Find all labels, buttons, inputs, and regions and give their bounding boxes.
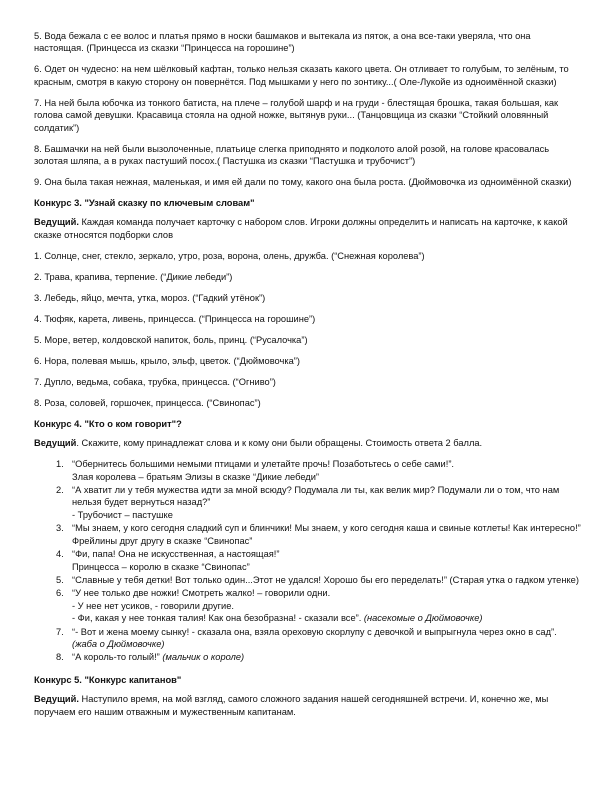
keyword-item: 3. Лебедь, яйцо, мечта, утка, мороз. (“Гадкий утёнок”)	[34, 292, 266, 303]
quote-line: “Славные у тебя детки! Вот только один...Этот не удался! Хорошо бы его переделать!” (Старая утка о гадком утенке)	[72, 574, 579, 585]
riddle-item: 6. Одет он чудесно: на нем шёлковый кафтан, только нельзя сказать какого цвета. Он отливает то голубым, то зелёным, то красным, смотря в какую сторону он повернётся. Под мышками у него по зонтику...( Оле-Лукойе из одноимённой сказки)	[34, 64, 569, 87]
quote-line-text: “- Вот и жена моему сынку! - сказала она, взяла ореховую скорлупу с девочкой и выпрыгнула через окно в сад”.	[72, 626, 557, 637]
contest-5-section	[34, 674, 582, 718]
riddle-item: 8. Башмачки на ней были вызолоченные, платьице слегка приподнято и подколото алой розой, на голове красовалась золотая шляпа, а в руках пастуший посох.( Пастушка из сказки “Пастушка и трубочист”)	[34, 143, 550, 167]
quote-number: 7.	[56, 626, 64, 637]
contest-3-section	[34, 197, 582, 409]
quote-item	[34, 651, 582, 663]
riddle-item: 5. Вода бежала с ее волос и платья прямо в носки башмаков и вытекала из пяток, а она все-таки уверяла, что она настоящая. (Принцесса из сказки “Принцесса на горошине”)	[34, 31, 531, 54]
host-label: Ведущий.	[34, 217, 79, 228]
contest-5-title: Конкурс 5. "Конкурс капитанов"	[34, 674, 182, 685]
quote-line: “Обернитесь большими немыми птицами и улетайте прочь! Позаботьтесь о себе сами!”.	[72, 459, 454, 470]
keyword-item: 7. Дупло, ведьма, собака, трубка, принцесса. (“Огниво”)	[34, 376, 276, 387]
quote-item	[34, 484, 582, 521]
quote-line: “А хватит ли у тебя мужества идти за мной всюду? Подумала ли ты, как велик мир? Подумали ли о том, что нам нельзя будет вернуться назад?”	[72, 485, 560, 508]
quote-line: Злая королева – братьям Элизы в сказке “Дикие лебеди”	[72, 471, 320, 482]
quote-number: 1.	[56, 459, 64, 470]
host-label: Ведущий.	[34, 694, 79, 705]
quote-line	[72, 612, 582, 624]
keyword-item: 2. Трава, крапива, терпение. (“Дикие лебеди”)	[34, 271, 233, 282]
quote-line	[72, 651, 582, 663]
quote-line	[72, 626, 582, 651]
contest-3-host-paragraph	[34, 216, 582, 241]
quote-attribution: (жаба о Дюймовочке)	[72, 638, 165, 649]
quote-item	[34, 587, 582, 624]
quote-item	[34, 626, 582, 651]
quotes-list	[34, 458, 582, 664]
quote-line: - Трубочист – пастушке	[72, 509, 173, 520]
contest-5-host-paragraph	[34, 693, 582, 718]
quote-item	[34, 574, 582, 586]
quote-line: - У нее нет усиков, - говорили другие.	[72, 600, 234, 611]
quote-line-text: - Фи, какая у нее тонкая талия! Как она безобразна! - сказали все”.	[72, 613, 362, 624]
contest-4-title: Конкурс 4. "Кто о ком говорит"?	[34, 418, 182, 429]
quote-line: “Фи, папа! Она не искусственная, а настоящая!”	[72, 549, 280, 560]
quote-item	[34, 458, 582, 483]
quote-attribution: (мальчик о короле)	[159, 652, 245, 663]
contest-3-title: Конкурс 3. "Узнай сказку по ключевым словам"	[34, 198, 255, 209]
quote-line-text: “А король-то голый!”	[72, 652, 160, 663]
quote-number: 4.	[56, 549, 64, 560]
contest-4-section	[34, 418, 582, 664]
riddle-item: 7. На ней была юбочка из тонкого батиста, на плече – голубой шарф и на груди - блестящая брошка, такая большая, как голова самой девушки. Красавица стояла на одной ножке, вытянув руки... (Танцовщица из сказки “Стойкий оловянный солдатик”)	[34, 97, 559, 133]
quote-item	[34, 548, 582, 573]
host-text: . Скажите, кому принадлежат слова и к кому они были обращены. Стоимость ответа 2 балла.	[76, 438, 483, 449]
host-text: Наступило время, на мой взгляд, самого сложного задания нашей сегодняшней встречи. И, конечно же, мы поручаем его нашим отважным и мужественным капитанам.	[34, 694, 549, 717]
quote-attribution: (насекомые о Дюймовочке)	[361, 613, 483, 624]
quote-line: Фрейлины друг другу в сказке “Свинопас”	[72, 535, 253, 546]
keyword-item: 4. Тюфяк, карета, ливень, принцесса. (“Принцесса на горошине”)	[34, 313, 316, 324]
quote-item	[34, 522, 582, 547]
document-page	[34, 30, 582, 727]
quote-number: 3.	[56, 523, 64, 534]
quote-line: “Мы знаем, у кого сегодня сладкий суп и блинчики! Мы знаем, у кого сегодня каша и свиные котлеты! Как интересно!”	[72, 523, 581, 534]
contest-4-host-paragraph	[34, 437, 582, 449]
host-label: Ведущий	[34, 438, 77, 449]
keyword-item: 8. Роза, соловей, горшочек, принцесса. (“Свинопас”)	[34, 397, 261, 408]
quote-number: 5.	[56, 574, 64, 585]
host-text: Каждая команда получает карточку с набором слов. Игроки должны определить и написать на карточке, к какой сказке относятся подборки слов	[34, 217, 568, 240]
quote-number: 6.	[56, 588, 64, 599]
keyword-item: 5. Море, ветер, колдовской напиток, боль, принц. (“Русалочка”)	[34, 334, 308, 345]
quote-line: Принцесса – королю в сказке “Свинопас”	[72, 561, 250, 572]
quote-line: “У нее только две ножки! Смотреть жалко! – говорили одни.	[72, 588, 331, 599]
keyword-item: 6. Нора, полевая мышь, крыло, эльф, цветок. (“Дюймовочка”)	[34, 355, 300, 366]
keyword-item: 1. Солнце, снег, стекло, зеркало, утро, роза, ворона, олень, дружба. (“Снежная королева”)	[34, 250, 425, 261]
riddles-section	[34, 30, 582, 188]
quote-number: 8.	[56, 652, 64, 663]
riddle-item: 9. Она была такая нежная, маленькая, и имя ей дали по тому, какого она была роста. (Дюймовочка из одноимённой сказки)	[34, 177, 572, 188]
quote-number: 2.	[56, 485, 64, 496]
